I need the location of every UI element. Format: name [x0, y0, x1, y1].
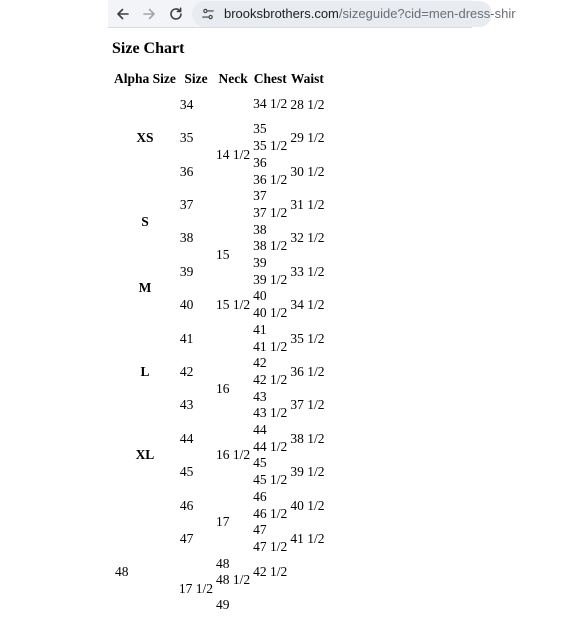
chest-value: 38 [253, 221, 267, 237]
chest-cell [251, 155, 288, 188]
size-cell: 41 [179, 330, 194, 346]
site-settings-icon[interactable] [200, 6, 216, 22]
chest-value: 47 [253, 522, 267, 538]
size-cell: 35 [179, 130, 194, 146]
alpha-size-cell: XS [136, 130, 154, 146]
size-chart-table [112, 70, 325, 622]
waist-cell: 40 1/2 [290, 497, 325, 513]
alpha-size-cell: XL [135, 447, 155, 463]
chest-value: 45 1/2 [253, 472, 288, 488]
chest-value: 42 1/2 [253, 371, 288, 387]
chest-cell [251, 389, 288, 422]
chest-cell [214, 589, 251, 622]
chest-value: 44 [253, 422, 267, 438]
chest-cell [251, 489, 288, 522]
reload-button[interactable] [164, 2, 188, 26]
size-cell: 48 [115, 564, 129, 580]
waist-cell [251, 589, 288, 622]
chest-cell [251, 222, 288, 255]
alpha-size-cell: M [138, 280, 152, 296]
arrow-right-icon [141, 6, 157, 22]
chest-value: 45 [253, 455, 267, 471]
waist-cell: 36 1/2 [290, 363, 325, 379]
waist-cell: 35 1/2 [290, 330, 325, 346]
size-cell: 42 [179, 363, 194, 379]
chest-cell [251, 522, 288, 555]
chest-value: 46 1/2 [253, 505, 288, 521]
table-row [112, 556, 325, 589]
url-text [224, 6, 516, 22]
table-row [112, 322, 325, 355]
url-host: brooksbrothers.com [224, 6, 339, 21]
chest-cell [214, 556, 251, 589]
chest-value: 37 [253, 188, 267, 204]
alpha-size-cell: L [140, 363, 150, 379]
chest-value: 42 [253, 355, 267, 371]
neck-cell [214, 322, 251, 355]
column-header: Chest [253, 71, 287, 86]
size-cell: 37 [179, 196, 194, 212]
column-header: Size [184, 71, 208, 86]
chest-value: 35 1/2 [253, 138, 288, 154]
page-title: Size Chart [112, 40, 185, 57]
neck-cell: 16 1/2 [216, 447, 251, 463]
neck-cell: 16 [216, 380, 230, 396]
neck-cell: 15 1/2 [216, 297, 251, 313]
browser-toolbar [108, 0, 516, 28]
waist-cell: 29 1/2 [290, 130, 325, 146]
table-row [112, 188, 325, 221]
chest-value: 46 [253, 488, 267, 504]
table-header-row [112, 70, 325, 88]
chest-cell [251, 288, 288, 321]
chest-value: 48 1/2 [216, 572, 251, 588]
size-guide-content [112, 38, 325, 613]
waist-cell: 31 1/2 [290, 196, 325, 212]
chest-cell [251, 88, 288, 121]
table-row [112, 589, 325, 622]
size-cell: 47 [179, 530, 194, 546]
chest-cell [251, 322, 288, 355]
arrow-left-icon [115, 6, 131, 22]
chest-value: 44 1/2 [253, 438, 288, 454]
column-header: Alpha Size [114, 71, 176, 86]
chest-value: 43 [253, 388, 267, 404]
chest-value: 41 [253, 321, 267, 337]
chest-value: 39 1/2 [253, 271, 288, 287]
waist-cell: 38 1/2 [290, 430, 325, 446]
waist-cell: 28 1/2 [290, 96, 325, 112]
size-cell [112, 589, 177, 622]
chest-cell [251, 255, 288, 288]
waist-cell: 39 1/2 [290, 464, 325, 480]
column-header: Waist [290, 71, 324, 86]
chest-value: 40 1/2 [253, 305, 288, 321]
chest-value: 47 1/2 [253, 538, 288, 554]
size-cell: 34 [179, 96, 194, 112]
chest-value: 38 1/2 [253, 238, 288, 254]
size-cell: 43 [179, 397, 194, 413]
chest-value: 41 1/2 [253, 338, 288, 354]
waist-cell: 30 1/2 [290, 163, 325, 179]
chest-value: 34 1/2 [253, 96, 288, 112]
neck-cell [214, 88, 251, 121]
waist-cell: 34 1/2 [290, 297, 325, 313]
chest-cell [251, 121, 288, 154]
neck-cell [214, 188, 251, 221]
size-cell: 44 [179, 430, 194, 446]
neck-cell: 17 [216, 514, 230, 530]
size-cell: 46 [179, 497, 194, 513]
chest-cell [251, 455, 288, 488]
chest-value: 40 [253, 288, 267, 304]
column-header: Neck [218, 71, 248, 86]
waist-cell: 42 1/2 [253, 564, 288, 580]
size-cell: 36 [179, 163, 194, 179]
table-row [112, 489, 325, 522]
waist-cell: 37 1/2 [290, 397, 325, 413]
size-cell: 38 [179, 230, 194, 246]
chest-value: 43 1/2 [253, 405, 288, 421]
neck-cell: 14 1/2 [216, 146, 251, 162]
chest-value: 39 [253, 255, 267, 271]
chest-cell [251, 422, 288, 455]
chest-value: 35 [253, 121, 267, 137]
address-bar[interactable] [192, 1, 516, 27]
back-button[interactable] [111, 2, 135, 26]
table-row [112, 422, 325, 455]
forward-button[interactable] [137, 2, 161, 26]
waist-cell: 41 1/2 [290, 530, 325, 546]
chest-cell [251, 188, 288, 221]
url-path: /sizeguide?cid=men-dress-shir [338, 6, 516, 21]
chest-cell [251, 355, 288, 388]
chest-value: 48 [216, 555, 230, 571]
chest-value: 49 [216, 597, 230, 613]
chest-value: 36 1/2 [253, 171, 288, 187]
reload-icon [168, 6, 184, 22]
neck-cell: 17 1/2 [178, 581, 214, 597]
waist-cell: 32 1/2 [290, 230, 325, 246]
size-cell: 40 [179, 297, 194, 313]
neck-cell: 15 [216, 247, 230, 263]
size-cell: 45 [179, 464, 194, 480]
chest-value: 36 [253, 154, 267, 170]
alpha-size-cell [112, 489, 177, 556]
size-cell: 39 [179, 263, 194, 279]
waist-cell: 33 1/2 [290, 263, 325, 279]
table-body [112, 88, 325, 622]
chest-value: 37 1/2 [253, 204, 288, 220]
table-row [112, 88, 325, 121]
alpha-size-cell: S [141, 213, 149, 229]
